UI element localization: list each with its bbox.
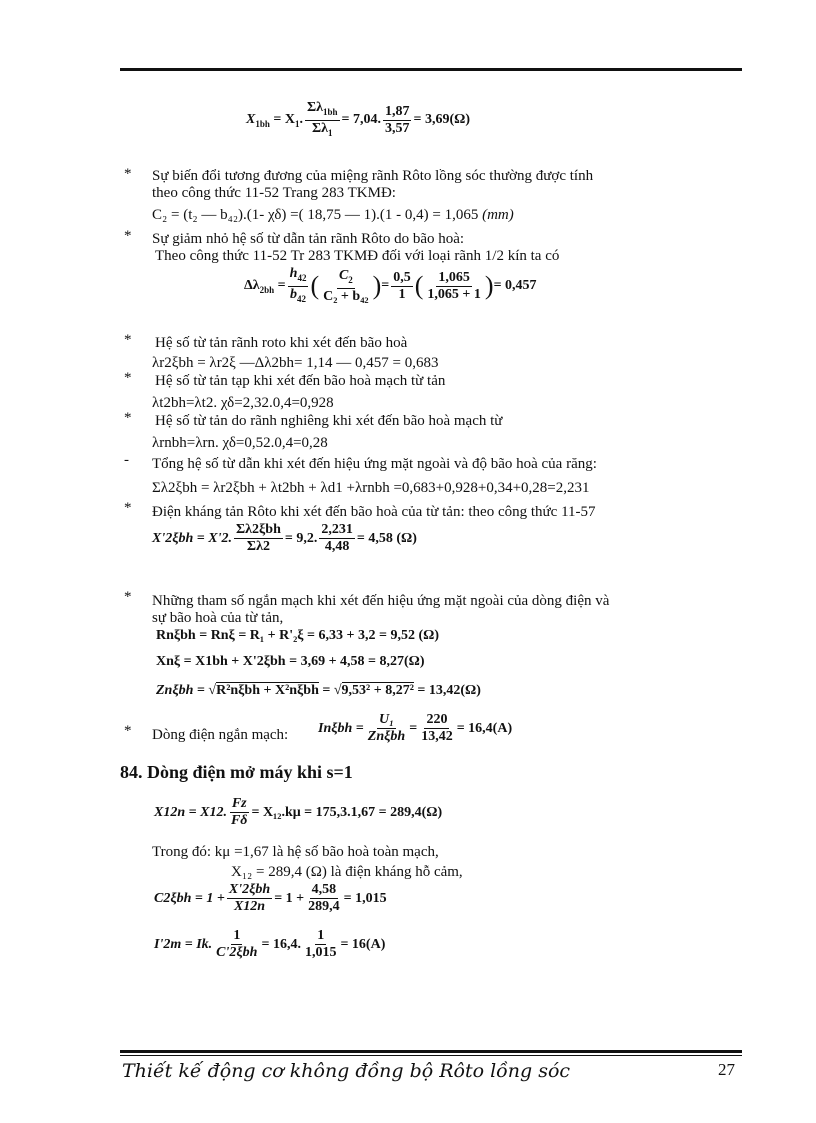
page-number: 27 [718,1060,735,1079]
bullet: * [124,410,132,426]
equation-rn: Rnξbh = Rnξ = R₁ + R'₂ξ = 6,33 + 3,2 = 9,52 (Ω) [156,628,439,643]
equation-c2bh: C2ξbh = 1 + $\frac{\text{X'2ξbh}}{X12n}$ = 1 + $\frac{4,58}{289,4}$ = 1,015 [154,882,387,914]
paragraph-line: Điện kháng tản Rôto khi xét đến bão hoà của từ tản: theo công thức 11-57 [152,504,596,520]
equation-x12n: X12n = X12. $\frac{Fz}{F\delta}$ = X₁₂.kμ = 175,3.1,67 = 289,4(Ω) [154,796,443,828]
bullet: * [124,228,132,244]
paragraph-line: Hệ số từ tản rãnh roto khi xét đến bão hoà [155,335,408,351]
footer-rule-thin [120,1055,742,1056]
paragraph-line: Dòng điện ngắn mạch: [152,727,289,743]
bullet: * [124,332,132,348]
equation-x2bh: X'2ξbh = X'2. $\frac{\text{Σλ2ξbh}}{\Sigma\lambda 2}$ = 9,2. $\frac{2,231}{4,48}$ = 4,58 (Ω) [152,522,417,554]
bullet: - [124,452,129,468]
bullet: * [124,589,132,605]
equation-delta-lambda: $\Delta\lambda_{2bh}$ = $\frac{h_{42}}{b_{42}}$ ( $\frac{C_2}{\text{C₂ + b₄₂}}$ ) = $\frac{0,5}{1}$ ( $\frac{1,065}{1,065 + 1}$ ) = 0,457 [244,266,537,304]
paragraph-line: Hệ số từ tản tạp khi xét đến bão hoà mạch từ tản [155,373,446,389]
bullet: * [124,370,132,386]
formula-line: C₂ = (t₂ — b₄₂).(1- χδ) =( 18,75 — 1).(1 - 0,4) = 1,065 (mm) [152,207,514,223]
paragraph-line: theo công thức 11-52 Trang 283 TKMĐ: [152,185,396,201]
equation-x1bh: $X_{1bh} = X_1$. $\frac{\Sigma\lambda_{1bh}}{\Sigma\lambda_1}$ = 7,04. $\frac{1,87}{3,57}$ = 3,69(Ω) [246,100,470,138]
formula-line: λr2ξbh = λr2ξ —Δλ2bh= 1,14 — 0,457 = 0,683 [152,355,439,371]
paragraph-line: Sự giảm nhỏ hệ số từ dẫn tản rãnh Rôto do bão hoà: [152,231,465,247]
header-rule [120,68,742,71]
paragraph-line: Tổng hệ số từ dẫn khi xét đến hiệu ứng mặt ngoài và độ bão hoà của răng: [152,456,597,472]
section-heading: 84. Dòng điện mở máy khi s=1 [120,762,353,782]
paragraph-line: Trong đó: kμ =1,67 là hệ số bão hoà toàn mạch, [152,844,439,860]
bullet: * [124,723,132,739]
equation-i2m: I'2m = Ik. $\frac{1}{\text{C'2ξbh}}$ = 16,4. $\frac{1}{1,015}$ = 16(A) [154,928,386,960]
paragraph-line: sự bão hoà của từ tản, [152,610,284,626]
paragraph-line: X₁₂ = 289,4 (Ω) là điện kháng hỗ cảm, [231,864,463,880]
footer-title: Thiết kế động cơ không đồng bộ Rôto lồng sóc [122,1060,571,1082]
equation-in: Inξbh = $\frac{\text{U₁}}{\text{Znξbh}}$ = $\frac{220}{13,42}$ = 16,4(A) [318,712,513,744]
equation-zn: Znξbh = √ R²nξbh + X²nξbh = √ 9,53² + 8,27² = 13,42(Ω) [156,682,481,698]
bullet: * [124,166,132,182]
paragraph-line: Hệ số từ tản do rãnh nghiêng khi xét đến bão hoà mạch từ [155,413,503,429]
equation-xn: Xnξ = X1bh + X'2ξbh = 3,69 + 4,58 = 8,27(Ω) [156,654,425,669]
formula-line: λrnbh=λrn. χδ=0,52.0,4=0,28 [152,435,328,451]
formula-line: λt2bh=λt2. χδ=2,32.0,4=0,928 [152,395,334,411]
formula-line: Σλ2ξbh = λr2ξbh + λt2bh + λd1 +λrnbh =0,683+0,928+0,34+0,28=2,231 [152,480,590,496]
paragraph-line: Những tham số ngắn mạch khi xét đến hiệu ứng mặt ngoài của dòng điện và [152,593,610,609]
paragraph-line: Theo công thức 11-52 Tr 283 TKMĐ đối với loại rãnh 1/2 kín ta có [155,248,560,264]
paragraph-line: Sự biến đổi tương đương của miệng rãnh Rôto lồng sóc thường được tính [152,168,594,184]
footer-rule [120,1050,742,1053]
bullet: * [124,500,132,516]
